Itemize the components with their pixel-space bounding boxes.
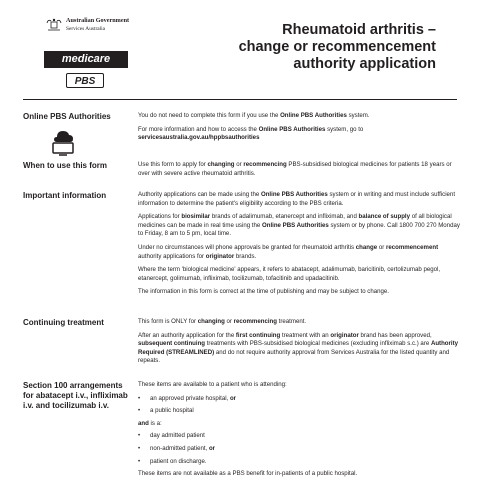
important-paragraph-1: Authority applications can be made using the Online PBS Authorities system or in writing and must include sufficient information to determine the patient's eligibility according to the PBS criteria. — [138, 191, 456, 207]
continuing-section — [138, 318, 460, 371]
online-section — [138, 112, 460, 148]
page-title — [176, 22, 436, 73]
when-heading: When to use this form — [23, 161, 107, 170]
list-item: • an approved private hospital, or — [138, 394, 237, 402]
list-item: • non-admitted patient, or — [138, 444, 216, 452]
important-heading: Important information — [23, 191, 107, 200]
section100-heading: Section 100 arrangements for abatacept i.v., infliximab i.v. and tocilizumab i.v. — [23, 381, 128, 410]
title-line-2: change or recommencement — [238, 39, 436, 55]
header-divider — [23, 99, 457, 100]
agency-name: Services Australia — [66, 26, 106, 32]
title-line-3: authority application — [293, 56, 436, 72]
important-section — [138, 191, 460, 302]
government-name: Australian Government — [66, 17, 130, 24]
online-paragraph-2: For more information and how to access the Online PBS Authorities system, go to servicesaustralia.gov.au/hppbsauthorities — [138, 125, 364, 142]
coat-of-arms-icon — [46, 18, 62, 32]
section100-and: and is a: — [138, 419, 162, 427]
section100-section — [138, 381, 460, 484]
online-heading: Online PBS Authorities — [23, 112, 111, 121]
medicare-logo: medicare — [44, 51, 128, 68]
computer-cloud-icon — [48, 127, 78, 157]
important-paragraph-2: Applications for biosimilar brands of adalimumab, etanercept and infliximab, and balance of supply of all biological medicines can be made in real time using the Online PBS Authorities system or by phone. Call 1800 700 270 Monday to Friday, 8 am to 5 pm, local time. — [138, 213, 460, 238]
list-item: • a public hospital — [138, 407, 194, 415]
important-paragraph-5: The information in this form is correct at the time of publishing and may be subject to change. — [138, 288, 389, 296]
when-paragraph: Use this form to apply for changing or recommencing PBS-subsidised biological medicines for patients 18 years or over with severe active rheumatoid arthritis. — [138, 161, 452, 177]
online-paragraph-1: You do not need to complete this form if you use the Online PBS Authorities system. — [138, 112, 370, 119]
list-item: • patient on discharge. — [138, 457, 207, 465]
section100-outro: These items are not available as a PBS benefit for in-patients of a public hospital. — [138, 470, 358, 478]
title-line-1: Rheumatoid arthritis – — [282, 22, 436, 38]
continuing-paragraph-1: This form is ONLY for changing or recommencing treatment. — [138, 318, 307, 325]
list-item: • day admitted patient — [138, 432, 205, 440]
continuing-heading: Continuing treatment — [23, 318, 104, 327]
pbs-authorities-link[interactable]: servicesaustralia.gov.au/hppbsauthorities — [138, 134, 260, 142]
section100-intro: These items are available to a patient who is attending: — [138, 381, 287, 388]
important-paragraph-3: Under no circumstances will phone approvals be granted for rheumatoid arthritis change or recommencement authority applications for originator brands. — [138, 243, 439, 260]
continuing-paragraph-2: After an authority application for the first continuing treatment with an originator brand has been approved, subsequent continuing treatments with PBS-subsidised biological medicines (excluding infliximab s.c.) are Authority Required (STREAMLINED) and do not require authority approval from Services Australia for the listed quantity and repeats. — [138, 331, 459, 365]
pbs-logo: PBS — [66, 73, 104, 88]
when-section — [138, 161, 460, 183]
important-paragraph-4: Where the term 'biological medicine' appears, it refers to abatacept, adalimumab, baricitinib, certolizumab pegol, etanercept, golimumab, infliximab, tocilizumab, tofacitinib and upadacitinib. — [138, 266, 441, 282]
